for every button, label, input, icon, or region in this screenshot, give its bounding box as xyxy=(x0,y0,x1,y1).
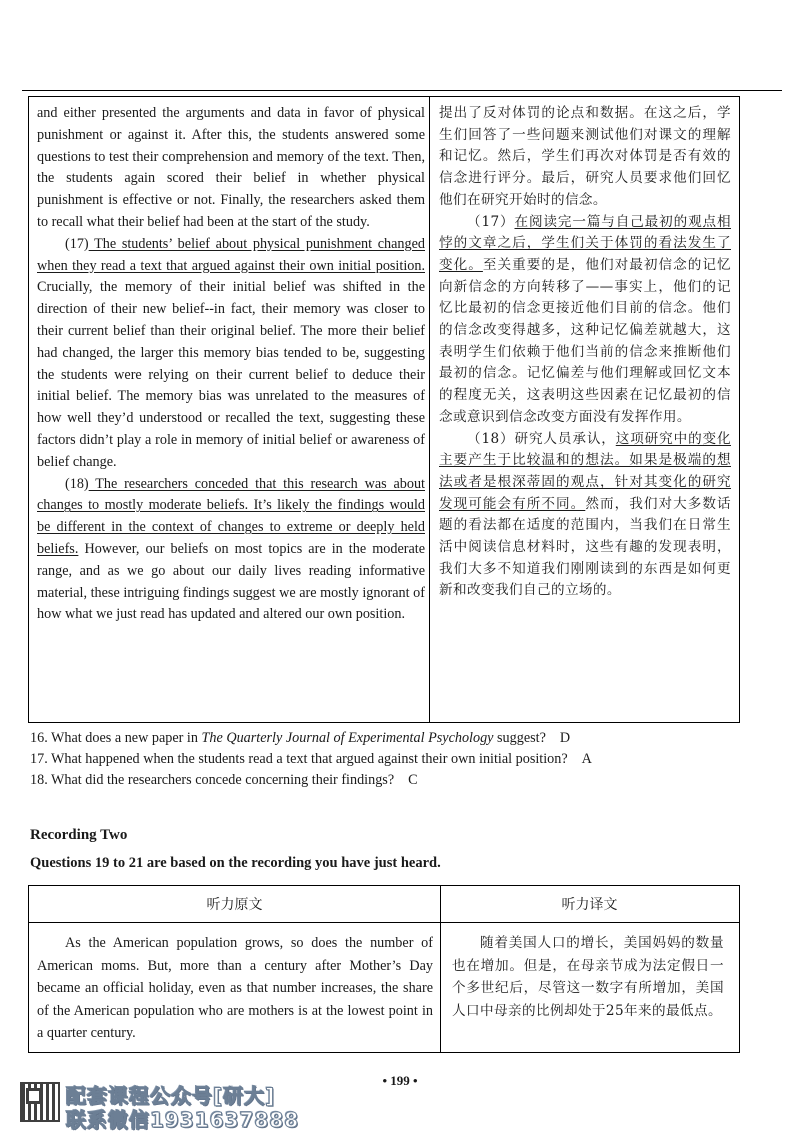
page-number: • 199 • xyxy=(382,1073,418,1088)
en-para-18-underlined: The researchers conceded that this research was about changes to mostly moderate beliefs. It’s likely the findings would be different in the context of changes to extreme or deeply held beliefs. xyxy=(37,475,425,557)
zh-paragraph-17 xyxy=(439,212,731,429)
en-para-18-rest: However, our beliefs on most topics are in the moderate range, and as we go about our daily lives reading informative material, these intriguing findings suggest we are mostly ignorant of how what we just read has updated and altered our own position. xyxy=(37,540,425,623)
question-17 xyxy=(30,749,770,770)
chinese-column xyxy=(439,103,731,602)
question-17-answer: A xyxy=(581,751,592,767)
watermark-line-1: 配套课程公众号[研大] xyxy=(66,1084,276,1108)
watermark-line-2: 联系微信1931637888 xyxy=(66,1108,300,1132)
zh-para-18-rest: 然而，我们对大多数话题的看法都在适度的范围内，当我们在日常生活中阅读信息材料时，这些有趣的发现表明，我们大多不知道我们刚刚读到的东西是如何更新和改变我们自己的立场的。 xyxy=(439,495,732,599)
english-column xyxy=(37,103,425,626)
questions-list xyxy=(30,728,770,791)
question-17-text: 17. What happened when the students read a text that argued against their own initial position? xyxy=(30,751,568,767)
zh-para-18-plain: 研究人员承认， xyxy=(514,430,616,447)
header-translation: 听力译文 xyxy=(561,897,618,913)
en-para-17-rest: Crucially, the memory of their initial belief was shifted in the direction of their new belief--in fact, their memory was closer to their current belief than their original belief. The more their belief had changed, the larger this memory bias tended to be, suggesting the students were relying on their current belief to deduce their initial belief. The memory bias was unrelated to the measures of how well they’d understood or recalled the text, suggesting these factors didn’t play a role in memory of initial belief or awareness of belief change. xyxy=(37,279,425,470)
column-divider xyxy=(429,97,430,722)
zh-para-18-underlined: 这项研究中的变化主要产生于比较温和的想法。如果是极端的想法或者是根深蒂固的观点，针对其变化的研究发现可能会有所不同。 xyxy=(439,430,731,512)
zh-paragraph-18 xyxy=(439,429,731,603)
bilingual-passage-table xyxy=(28,96,740,723)
zh-para-18-number: （18） xyxy=(467,430,515,447)
question-18-answer: C xyxy=(408,772,418,788)
page-top-rule xyxy=(22,90,782,91)
question-18 xyxy=(30,770,770,791)
en-para-17-underlined: The students’ belief about physical punishment changed when they read a text that argued against their own initial position. xyxy=(37,235,425,274)
qr-code-icon xyxy=(20,1082,60,1122)
question-16-suffix: suggest? xyxy=(493,730,546,746)
en-paragraph-1: and either presented the arguments and data in favor of physical punishment or against it. After this, the students answered some questions to test their comprehension and memory of the text. Then, the students again scored their belief in whether physical punishment is effective or not. Finally, the researchers asked them to recall what their belief had been at the start of the study. xyxy=(37,105,425,230)
zh-paragraph-1: 提出了反对体罚的论点和数据。在这之后，学生们回答了一些问题来测试他们对课文的理解和记忆。然后，学生们再次对体罚是否有效的信念进行评分。最后，研究人员要求他们回忆他们在研究开始时的信念。 xyxy=(439,105,731,208)
en-para-17-number: (17) xyxy=(65,235,89,252)
header-row-divider xyxy=(29,922,739,923)
question-18-text: 18. What did the researchers concede concerning their findings? xyxy=(30,772,395,788)
question-16-text: 16. What does a new paper in xyxy=(30,730,202,746)
question-16-answer: D xyxy=(559,730,571,746)
en-para-18-number: (18) xyxy=(65,475,89,492)
zh-para-17-rest: 至关重要的是，他们对最初信念的记忆向新信念的方向转移了——事实上，他们的记忆比最初的信念更接近他们目前的信念。他们的信念改变得越多，这种记忆偏差就越大，这表明学生们依赖于他们当前的信念来推断他们最初的信念。记忆偏差与他们理解或回忆文本的程度无关，这表明这些因素在记忆最初的信念或意识到信念改变方面没有发挥作用。 xyxy=(439,256,731,425)
en-paragraph-17 xyxy=(37,234,425,474)
journal-title: The Quarterly Journal of Experimental Psychology xyxy=(201,730,494,746)
header-original-text: 听力原文 xyxy=(206,897,263,913)
en-paragraph-18 xyxy=(37,474,425,627)
recording-table xyxy=(28,885,740,1053)
zh-para-17-underlined: 在阅读完一篇与自己最初的观点相悖的文章之后，学生们关于体罚的看法发生了变化。 xyxy=(439,213,731,273)
zh-para-17-number: （17） xyxy=(467,213,515,230)
section-subtitle: Questions 19 to 21 are based on the recording you have just heard. xyxy=(30,855,441,871)
question-16 xyxy=(30,728,770,749)
recording-chinese-text: 随着美国人口的增长，美国妈妈的数量也在增加。但是，在母亲节成为法定假日一个多世纪后，尽管这一数字有所增加，美国人口中母亲的比例却处于25年来的最低点。 xyxy=(452,935,724,1019)
section-title: Recording Two xyxy=(30,827,128,843)
watermark xyxy=(20,1080,320,1136)
recording-english-text: As the American population grows, so does the number of American moms. But, more than a century after Mother’s Day became an official holiday, even as that number increases, the share of the American population who are mothers is at the lowest point in a quarter century. xyxy=(37,935,433,1042)
